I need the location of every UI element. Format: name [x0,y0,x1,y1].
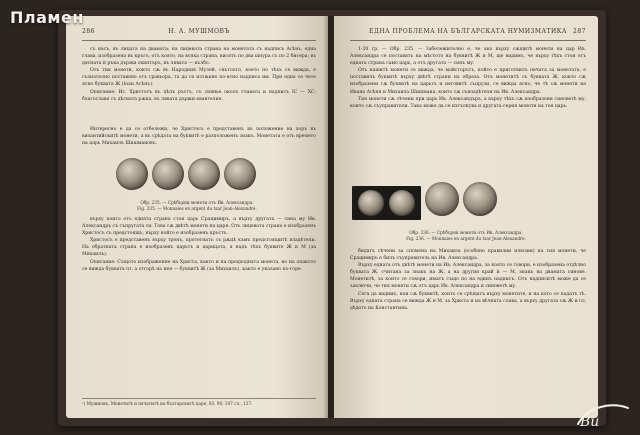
watermark-brand: Пламен [10,8,84,27]
caption-bg: Обр. 235. — Срѣбърни монети отъ Ив. Александра. [140,200,254,205]
paragraph: Сега да видимъ, кои сѫ буквитѣ, които се срѣщатъ върху монетите, и на кого се падатъ тѣ. Върху едната страна се вижда Ж и М, за Христа и на вѣчната слава, а върху другата сѫ Ж и Ѡ, дѣдото на Константина. [350,291,586,311]
coin-photo-panel [352,186,421,220]
paragraph: Тия монети сѫ сѣчени при царь Ив. Александъръ, а върху тѣхъ сѫ изобразени синоветѣ му, които сѫ съуправители. Така може да се изтълкува и другата серия монети на тоя царь. [350,96,586,109]
coin-image [358,190,384,216]
right-page-number: 287 [573,28,586,35]
coin-image [425,182,459,216]
coin-image [152,158,184,190]
paragraph: Интересно е да се отбележи, че Христосъ е представенъ въ положение на хоръ въ византийскитѣ монети, а въ срѣдата на буквитѣ е разположенъ знакъ. Монетата е отъ времето на царь Михаилъ Шишмановъ. [82,127,316,147]
left-page-number: 286 [82,28,95,35]
right-text-bottom [350,248,586,312]
right-page-header [350,26,586,41]
left-figure-caption [66,200,328,212]
paragraph: Описание: Същото изображение на Христа, както и на предходната монета, но на опакото се вижда буквата Ѡ, а отгорѣ на нея — буквитѣ Ж (за Михаилъ), както е указано по-горе. [82,259,316,272]
caption-bg: Обр. 236. — Срѣбърни монети отъ Ив. Александра. [409,230,523,235]
right-coin-figure [352,186,497,220]
right-page [334,16,598,418]
paragraph: 1-20 гр. — Обр. 235. — Забележително е, че ако върху сѫщитѣ монети на цар Ив. Александра се поставятъ на мѣстото на буквитѣ Ж и М, ще видимъ, че върху тѣхъ стои отъ едната страна само царь, а отъ другата — синъ му. [350,47,586,67]
seller-logo [572,398,634,432]
left-running-head: Н. А. МУШМОВЪ [168,28,230,35]
paragraph: Описание: Ис. Христосъ въ цѣлъ ръстъ, съ сиянье около главата и надписъ IC — XC; благославя съ дѣсната рѫка, въ лявата държи евангелие. [82,89,316,102]
paragraph: Върху едната отъ двѣтѣ монети на Ив. Александра, за която се говори, е изобразена отдѣлно буквата Ж, считана за знакъ на Ж, а на другия край ѝ — М, знакъ на двамата синове. Монетитѣ, за които се говори, иматъ също по на единъ надписъ. Отъ надписитѣ може да се заключи, че тия монети сѫ отъ царь Ив. Александра и синоветѣ му. [350,263,586,290]
paragraph: съ насъ, въ лицата на двамата; на лицевата страна на монетата съ надпись Асѣнь, една глава, изобразена въ кръгъ, отъ която, на всяка страна, висятъ по два шнура съ по 2 бисера; въ дясната ѝ ръка държи скиптъръ, въ лявата — кълбо. [82,47,316,67]
coin-image [389,190,415,216]
right-running-head: ЕДНА ПРОБЛЕМА НА БЪЛГАРСКАТА НУМИЗМАТИКА [369,28,567,35]
caption-fr: Fig. 235. — Monnaies en argent du tsar Jean-Alexandre. [137,206,257,211]
left-footnote: ¹) Мушмовъ, Монетитѣ и печатитѣ на българскитѣ царе, 83, 90, 107 сл., 137. [82,398,316,407]
paragraph: бидатъ сѣчени за спомена на Михаила (особено правилни илюзии) на тия монети, че Срацимиръ е билъ съуправитель на Ив. Александра. [350,249,586,262]
coin-image [116,158,148,190]
logo-text: Ви [580,414,600,430]
left-coin-figure [116,158,256,190]
coin-image [224,158,256,190]
right-text-top [350,46,586,110]
coin-image [188,158,220,190]
caption-fr: Fig. 236. — Monnaies en argent du tsar Jean-Alexandre. [406,236,526,241]
paragraph: Отъ тия монети, които сѫ въ Народния Музей, свътлото, което по тѣхъ се вижда, е съзнателно поставено отъ гравьора, та да се изтѫкне по-ясно надписа им. При една се чете ясно буквата Ж (Ioан Асѣнъ). [82,68,316,88]
coin-image [463,182,497,216]
left-text-top [82,46,316,103]
right-figure-caption [334,230,598,242]
paragraph: Христосъ е представенъ върху тронъ, протегнатъ съ рѫцѣ къмъ предстоящитѣ владѣтели. На обратната страна е изобразенъ царьтъ и царицата, а надъ тѣхъ буквите Ж и М (за Михаилъ). [82,238,316,258]
left-page-header [82,26,316,41]
left-page [66,16,328,418]
open-book [58,10,606,426]
paragraph: върху които отъ едната страна стои царь Срацимиръ, а върху другата — сина му Ив. Александръ съ съпругата си. Това сѫ двѣтѣ монети на царя. Отъ лицевата страна е изобразенъ Христосъ съ предстоящъ, върху който е изобразенъ кръстъ. [82,217,316,237]
left-text-bottom [82,216,316,273]
left-text-mid [82,126,316,147]
paragraph: Отъ нашитѣ монети се вижда, че майсторътъ, който е приготвилъ печата за монетата, е поставилъ буквитѣ върху двѣтѣ страни на образа. Отъ монетитѣ съ буквата Ж, които сѫ изобразени сѫ буквитѣ на царьтъ и неговитѣ съпрузи, се вижда ясно, че тѣ сѫ монети на Ивана Асѣня и Михаила Шишмана, които сѫ съвладѣтели на Ив. Александра. [350,68,586,95]
